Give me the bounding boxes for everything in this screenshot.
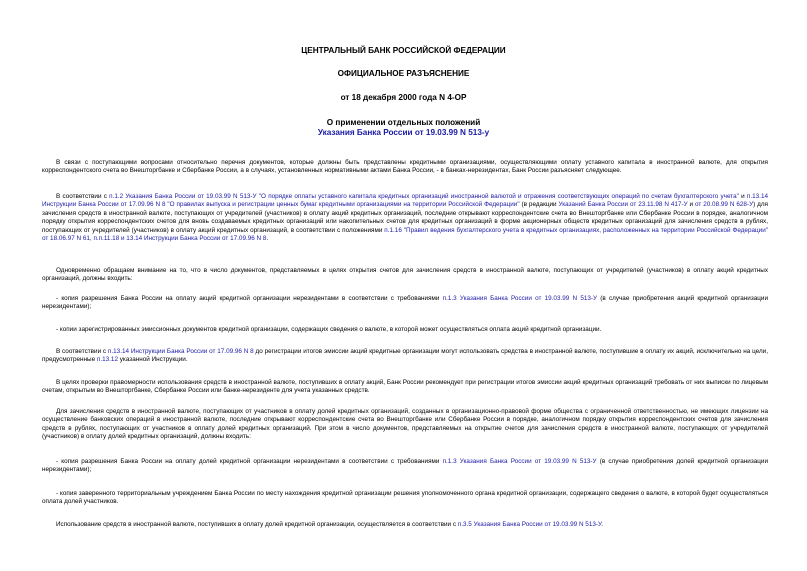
paragraph-6 bbox=[42, 348, 768, 365]
link-ukazanie-513u-p1-3[interactable]: п.1.3 Указания Банка России от 19.03.99 N 513-У bbox=[442, 295, 598, 302]
p4-text-a: - копия разрешения Банка России на оплату акций кредитной организации нерезидентами в соответствии с требованиями bbox=[56, 295, 443, 302]
org-title: ЦЕНТРАЛЬНЫЙ БАНК РОССИЙСКОЙ ФЕДЕРАЦИИ bbox=[301, 46, 506, 55]
p2-text-b: и bbox=[738, 193, 747, 200]
link-instrukciya-8-p13-14[interactable]: п.13.14 Инструкции Банка России от 17.09.96 N 8 "О правилах выпуска и регистрации ценных бумаг кредитными организациями на территории Российской Федерации" bbox=[42, 193, 768, 209]
p6-text-a: В соответствии с bbox=[56, 348, 108, 355]
link-instrukciya-8-p13-14[interactable]: п.13.14 Инструкции Банка России от 17.09.96 N 8 bbox=[107, 348, 254, 355]
paragraph-2 bbox=[42, 193, 768, 243]
paragraph-4 bbox=[42, 295, 768, 312]
p2-text-e: ) для зачисления средств в иностранной валюте, поступающих от учредителей (участников) в оплату акций кредитных организаций, последние открывают корреспондентские счета во Внешторгбанке или Сбербанке России в порядке, аналогичном порядку открытия корреспондентских счетов для вновь создаваемых кредитных организаций или накопительных счетов для кредитных организаций в форме акционерных обществ кредитных организаций для зачисления средств в рублях, поступающих от учредителей (участников) в оплату акций кредитных организаций, в соответствии с положениями bbox=[42, 201, 768, 234]
p2-text-c: (в редакции bbox=[519, 201, 559, 209]
p2-text-d: и bbox=[687, 201, 696, 209]
link-ukazanie-628u[interactable]: от 20.08.99 N 628-У bbox=[695, 201, 754, 209]
subject-link[interactable]: Указания Банка России от 19.03.99 N 513-у bbox=[317, 128, 490, 137]
p2-text-f: . bbox=[266, 235, 269, 243]
link-ukazanie-417u[interactable]: Указаний Банка России от 23.11.98 N 417-У bbox=[558, 201, 688, 209]
p4-text-b: (в случае приобретения акций кредитной организации нерезидентами); bbox=[42, 295, 768, 311]
p6-text-b: до регистрации итогов эмиссии акций кредитные организации могут использовать средства в иностранной валюте, поступившие в оплату их акций, исключительно на цели, предусмотренные bbox=[42, 348, 768, 364]
paragraph-3: Одновременно обращаем внимание на то, что в число документов, представляемых в целях открытия счетов для зачисления средств в иностранной валюте, поступающих от учредителей (участников) в оплату акций кредитных организаций, должны входить: bbox=[42, 267, 768, 283]
p9-text-b: (в случае приобретения долей кредитной организации нерезидентами); bbox=[42, 458, 769, 474]
paragraph-11 bbox=[42, 521, 768, 529]
paragraph-8: Для зачисления средств в иностранной валюте, поступающих от участников в оплату долей кредитных организаций, созданных в организационно-правовой форме общества с ограниченной ответственностью, не имеющих лицензии на осуществление банковских операций в иностранной валюте, последние открывают корреспондентские счета во Внешторгбанке или Сбербанке России в порядке, аналогичном порядку открытия корреспондентских счетов для зачисления средств в рублях, поступающих от участников в оплату долей кредитных организаций. При этом в число документов, представляемых на открытие счетов для зачисления средств в иностранной валюте, поступающих от учредителей (участников) в оплату долей кредитных организаций, должны входить: bbox=[42, 408, 768, 441]
link-pravila-61[interactable]: п.1.16 "Правил ведения бухгалтерского учета в кредитных организациях, расположенных на территории Российской Федерации" от 18.06.97 N 61, п.п.11.18 и 13.14 Инструкции Банка России от 17.09.96 N 8 bbox=[42, 226, 768, 243]
link-ukazanie-513u-p1-3[interactable]: п.1.3 Указания Банка России от 19.03.99 N 513-У bbox=[442, 458, 597, 465]
paragraph-10: - копия заверенного территориальным учреждением Банка России по месту нахождения кредитной организации решения уполномоченного органа кредитной организации, содержащего сведения о валюте, в которой будет осуществляться оплата долей участников. bbox=[42, 490, 768, 506]
link-ukazanie-513u-p3-5[interactable]: п.3.5 Указания Банка России от 19.03.99 N 513-У bbox=[457, 521, 602, 528]
p11-text-b: . bbox=[601, 521, 603, 528]
date-line: от 18 декабря 2000 года N 4-ОР bbox=[340, 93, 467, 102]
link-p13-12[interactable]: п.13.12 bbox=[96, 356, 118, 364]
subject-title: О применении отдельных положений bbox=[326, 118, 481, 127]
link-ukazanie-513u-p1-2[interactable]: п.1.2 Указания Банка России от 19.03.99 N 513-У "О порядке оплаты уставного капитала кредитных организаций иностранной валютой и отражения соответствующих операций по счетам бухгалтерского учета" bbox=[109, 193, 739, 200]
paragraph-7: В целях проверки правомерности использования средств в иностранной валюте, поступивших в оплату акций, Банк России рекомендует при регистрации итогов эмиссии акций кредитных организаций требовать от них выписки по лицевым счетам, открытым во Внешторгбанке, Сбербанке России или банке-нерезиденте для учета указанных средств. bbox=[42, 379, 768, 395]
p2-text-a: В соответствии с bbox=[56, 193, 110, 200]
p11-text-a: Использование средств в иностранной валюте, поступивших в оплату долей кредитной организации, осуществляется в соответствии с bbox=[56, 521, 458, 528]
p6-text-c: указанной Инструкции. bbox=[117, 356, 188, 364]
paragraph-1: В связи с поступающими вопросами относительно перечня документов, которые должны быть представлены кредитными организациями, осуществляющими оплату уставного капитала в иностранной валюте, для открытия корреспондентского счета во Внешторгбанке и Сбербанке России, а в случаях, установленных нормативными актами Банка России, - в банках-нерезидентах, Банк России разъясняет следующее. bbox=[42, 159, 768, 175]
p9-text-a: - копия разрешения Банка России на оплату долей кредитной организации нерезидентами в соответствии с требованиями bbox=[56, 458, 443, 465]
paragraph-9 bbox=[42, 458, 768, 475]
doc-type-title: ОФИЦИАЛЬНОЕ РАЗЪЯСНЕНИЕ bbox=[337, 69, 470, 78]
paragraph-5: - копии зарегистрированных эмиссионных документов кредитной организации, содержащих сведения о валюте, в которой может осуществляться оплата акций кредитной организации. bbox=[56, 326, 602, 333]
